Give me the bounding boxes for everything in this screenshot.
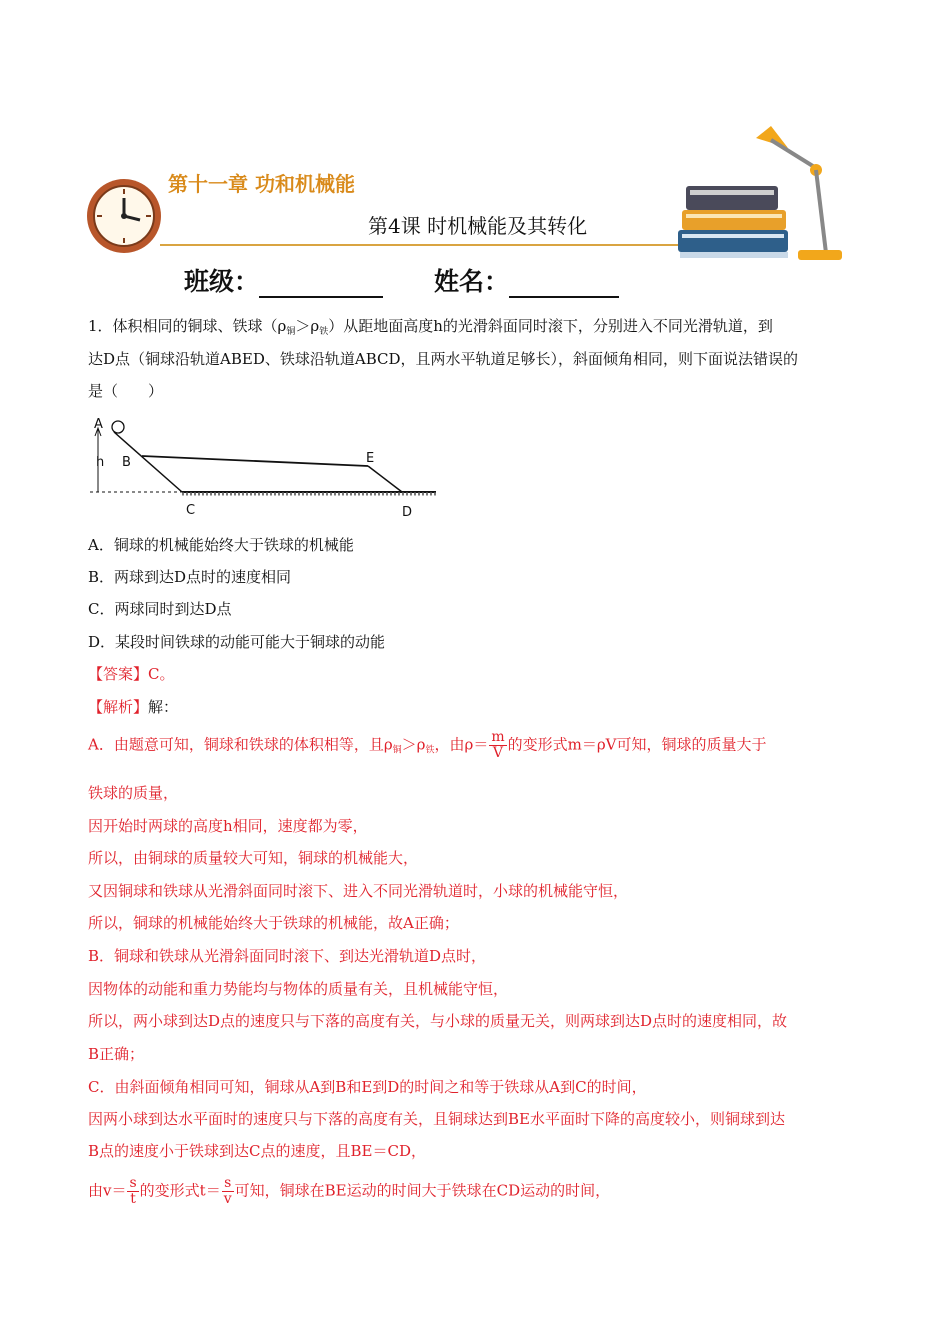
answer-line xyxy=(88,663,175,684)
analysis-line: C．由斜面倾角相同可知，铜球从A到B和E到D的时间之和等于铁球从A到C的时间， xyxy=(88,1078,647,1096)
analysis-line: 所以，铜球的机械能始终大于铁球的机械能，故A正确； xyxy=(88,914,459,932)
option-d[interactable]: D．某段时间铁球的动能可能大于铜球的动能 xyxy=(88,633,386,651)
clock-icon xyxy=(84,176,164,256)
answer-value: C。 xyxy=(148,665,175,683)
label-d: D xyxy=(402,505,413,520)
books-lamp-illustration xyxy=(676,118,876,268)
class-field xyxy=(184,262,383,298)
analysis-line: 又因铜球和铁球从光滑斜面同时滚下、进入不同光滑轨道时，小球的机械能守恒， xyxy=(88,882,629,900)
slope-ed xyxy=(368,466,402,492)
analysis-line-last: 由v＝ $\frac{s}{t}$ 的变形式t＝ $\frac{s}{v}$ 可知，铜球在BE运动的时间大于铁球在CD运动的时间， xyxy=(88,1175,611,1207)
analysis-line: 因物体的动能和重力势能均与物体的质量有关，且机械能守恒， xyxy=(88,980,509,998)
name-blank[interactable] xyxy=(509,268,619,298)
chapter-title: 第十一章 功和机械能 xyxy=(168,172,355,196)
name-label: 姓名： xyxy=(434,267,510,296)
label-b: B xyxy=(122,455,131,470)
label-h: h xyxy=(96,455,105,470)
header-divider xyxy=(160,244,720,246)
analysis-line: 所以，两小球到达D点的速度只与下落的高度有关，与小球的质量无关，则两球到达D点时的速度相同，故 xyxy=(88,1012,788,1030)
analysis-tag: 【解析】 xyxy=(88,698,149,716)
label-c: C xyxy=(186,503,196,518)
fraction-s-over-v: $\frac{s}{v}$ xyxy=(223,1175,232,1207)
analysis-line-a1: A．由题意可知，铜球和铁球的体积相等，且$\rho_铜>\rho_铁$，由ρ＝ $\frac{m}{V}$ 的变形式m＝ρV可知，铜球的质量大于 xyxy=(88,729,767,761)
analysis-line: 因两小球到达水平面时的速度只与下落的高度有关，且铜球达到BE水平面时下降的高度较小，则铜球到达 xyxy=(88,1110,785,1128)
option-b[interactable]: B．两球到达D点时的速度相同 xyxy=(88,568,292,586)
ball xyxy=(112,421,124,433)
fraction-s-over-t: $\frac{s}{t}$ xyxy=(129,1175,137,1207)
label-e: E xyxy=(366,451,375,466)
answer-tag: 【答案】 xyxy=(88,665,149,683)
analysis-line: 所以，由铜球的质量较大可知，铜球的机械能大， xyxy=(88,849,419,867)
analysis-line: 因开始时两球的高度h相同，速度都为零， xyxy=(88,817,368,835)
option-a[interactable]: A．铜球的机械能始终大于铁球的机械能 xyxy=(88,536,354,554)
lesson-title: 第4课 时机械能及其转化 xyxy=(368,214,588,238)
track-diagram xyxy=(86,414,442,524)
label-a: A xyxy=(94,417,103,432)
analysis-line: B点的速度小于铁球到达C点的速度，且BE＝CD， xyxy=(88,1142,426,1160)
class-label: 班级： xyxy=(184,267,260,296)
question-stem-line-3: 是（ ） xyxy=(88,382,164,400)
question-stem-line-2: 达D点（铜球沿轨道ABED、铁球沿轨道ABCD，且两水平轨道足够长），斜面倾角相同，则下面说法错误的 xyxy=(88,350,798,368)
question-stem-line-1: 1．体积相同的铜球、铁球$(\rho_铜>\rho_铁)$从距地面高度h的光滑斜面同时滚下，分别进入不同光滑轨道，到 xyxy=(88,317,773,337)
analysis-line: B正确； xyxy=(88,1045,145,1063)
analysis-line: B．铜球和铁球从光滑斜面同时滚下、到达光滑轨道D点时， xyxy=(88,947,487,965)
fraction-m-over-v: $\frac{m}{V}$ xyxy=(491,729,505,761)
option-c[interactable]: C．两球同时到达D点 xyxy=(88,600,232,618)
name-field xyxy=(434,262,619,298)
class-blank[interactable] xyxy=(259,268,383,298)
track-be xyxy=(142,456,368,466)
analysis-line: 铁球的质量， xyxy=(88,784,179,802)
analysis-heading: 【解析】解： xyxy=(88,698,179,716)
